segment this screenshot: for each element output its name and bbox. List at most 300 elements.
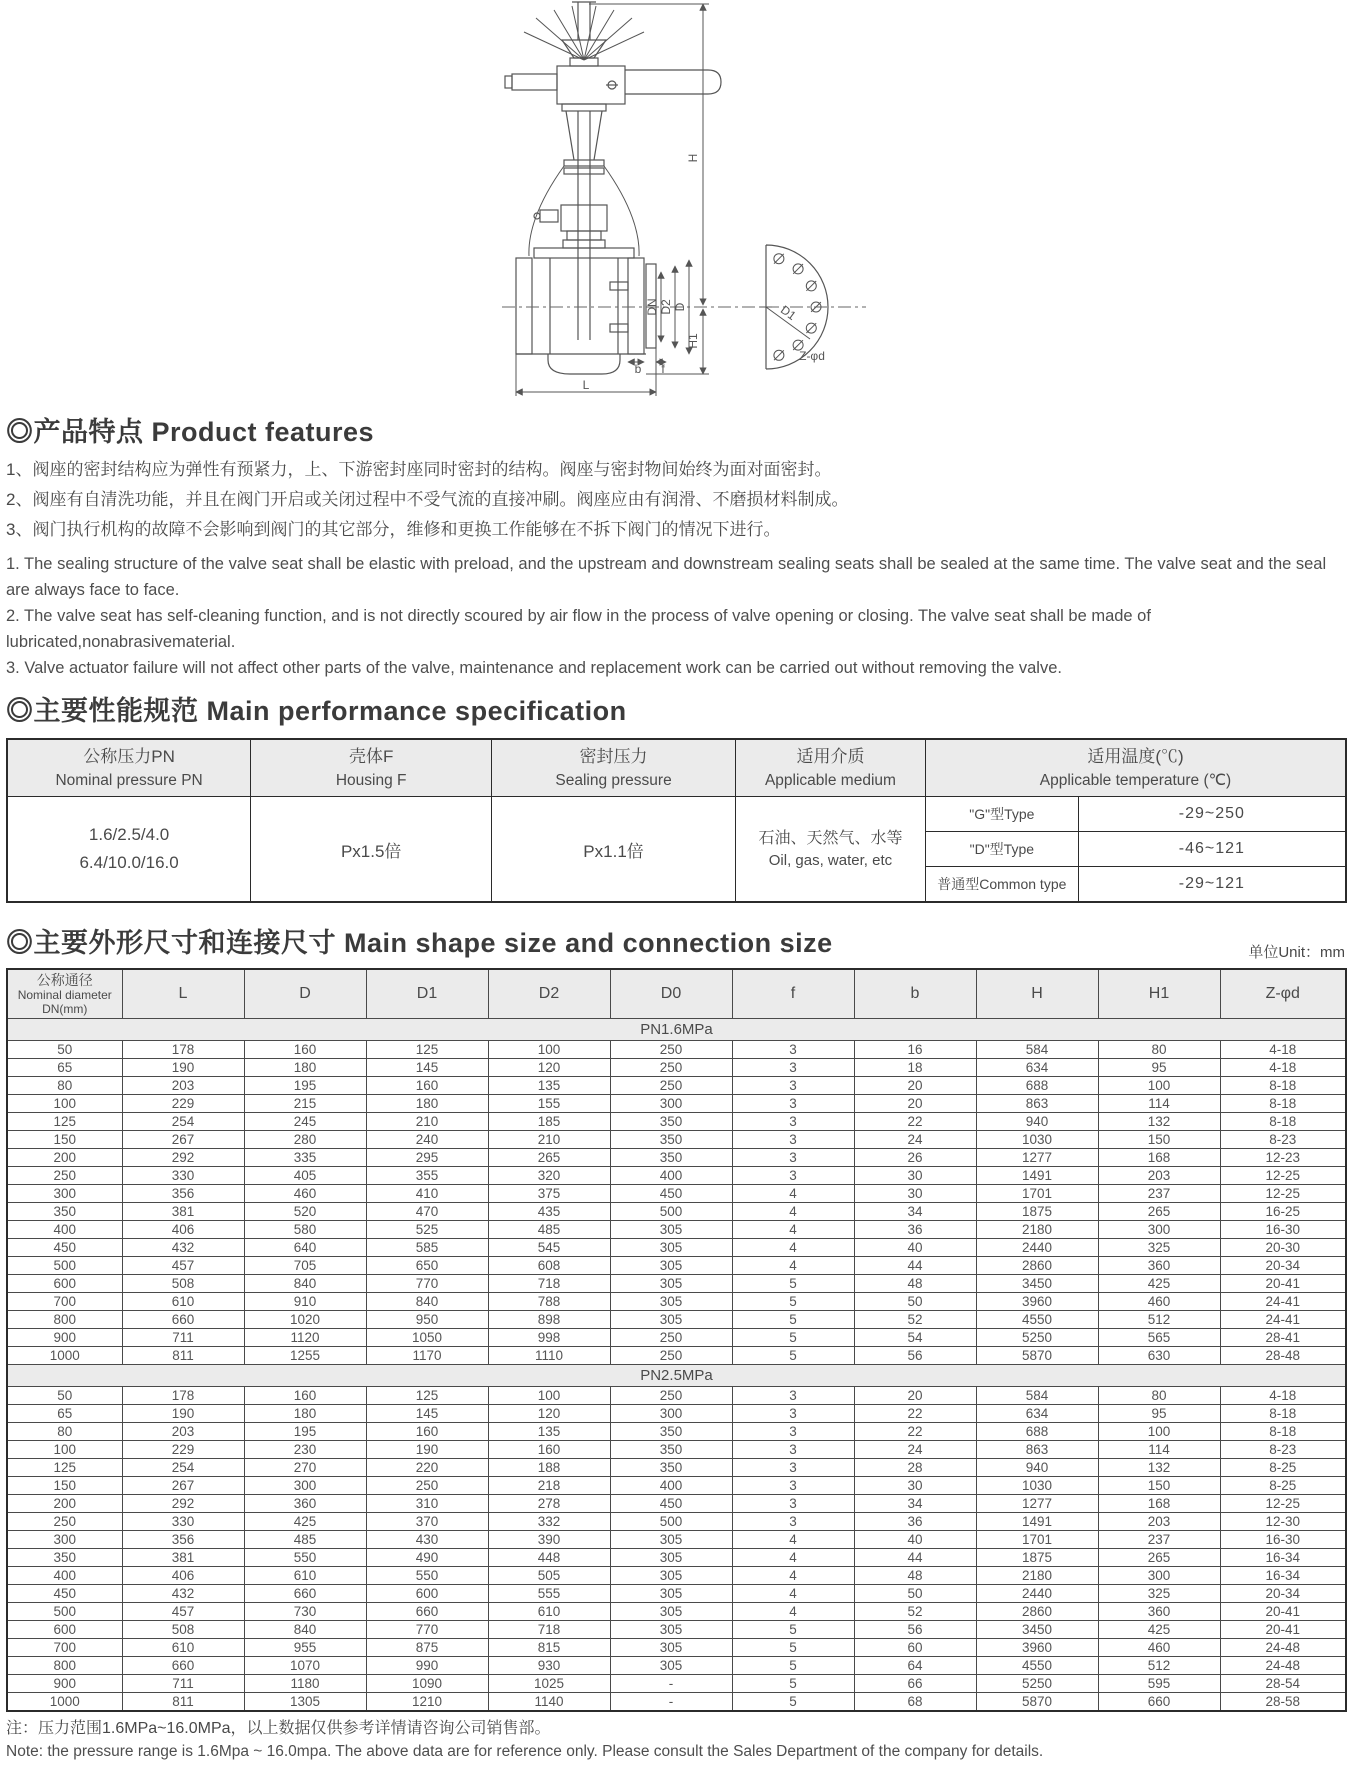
dim-cell: 28-41: [1220, 1329, 1346, 1347]
dim-cell: 188: [488, 1459, 610, 1477]
dim-cell: 160: [366, 1423, 488, 1441]
table-row: [7, 1459, 1346, 1477]
dim-cell: 305: [610, 1531, 732, 1549]
dim-cell: 114: [1098, 1441, 1220, 1459]
label-dn: DN: [645, 298, 659, 316]
dim-cell: 1120: [244, 1329, 366, 1347]
dim-cell: 3: [732, 1405, 854, 1423]
dim-cell: 8-23: [1220, 1441, 1346, 1459]
dim-cell: 178: [122, 1387, 244, 1405]
dim-cell: 120: [488, 1405, 610, 1423]
dim-cell: 4: [732, 1585, 854, 1603]
dim-column-header: Z-φd: [1220, 969, 1346, 1019]
dim-cell: 44: [854, 1549, 976, 1567]
dim-cell: 145: [366, 1059, 488, 1077]
dim-cell: 360: [244, 1495, 366, 1513]
dim-cell: 998: [488, 1329, 610, 1347]
dim-cell: 330: [122, 1167, 244, 1185]
dim-cell: 610: [244, 1567, 366, 1585]
feature-en-3: 3. Valve actuator failure will not affect other parts of the valve, maintenance and replacement work can be carried out without removing the valve.: [6, 659, 1062, 677]
dim-cell: 490: [366, 1549, 488, 1567]
dim-cell: 68: [854, 1693, 976, 1712]
dim-cell: 195: [244, 1423, 366, 1441]
dim-cell: 381: [122, 1549, 244, 1567]
dim-cell: 5: [732, 1675, 854, 1693]
dim-cell: 788: [488, 1293, 610, 1311]
dim-column-header: H1: [1098, 969, 1220, 1019]
table-row: [7, 1549, 1346, 1567]
dim-cell: 240: [366, 1131, 488, 1149]
dim-cell: 305: [610, 1657, 732, 1675]
dim-cell: 332: [488, 1513, 610, 1531]
dim-cell: 64: [854, 1657, 976, 1675]
dim-cell: 650: [366, 1257, 488, 1275]
dim-cell: 955: [244, 1639, 366, 1657]
dim-cell: 16-30: [1220, 1221, 1346, 1239]
dim-cell: 360: [1098, 1603, 1220, 1621]
dim-cell: 28: [854, 1459, 976, 1477]
sealing-value: Px1.1倍: [492, 797, 736, 903]
dim-cell: 580: [244, 1221, 366, 1239]
dim-cell: 132: [1098, 1459, 1220, 1477]
dim-cell: 80: [1098, 1041, 1220, 1059]
dim-cell: 5870: [976, 1693, 1098, 1712]
dimensions-table: [6, 968, 1347, 1712]
dim-cell: 80: [7, 1077, 122, 1095]
dim-cell: 3960: [976, 1639, 1098, 1657]
dim-cell: 1170: [366, 1347, 488, 1365]
dim-cell: 4-18: [1220, 1041, 1346, 1059]
dim-cell: 3: [732, 1149, 854, 1167]
table-row: [7, 1203, 1346, 1221]
dim-cell: 200: [7, 1149, 122, 1167]
dim-cell: 125: [7, 1459, 122, 1477]
dim-cell: 3: [732, 1441, 854, 1459]
dim-cell: 22: [854, 1423, 976, 1441]
dim-cell: 730: [244, 1603, 366, 1621]
dim-cell: 245: [244, 1113, 366, 1131]
dim-cell: 863: [976, 1095, 1098, 1113]
dim-cell: 600: [7, 1621, 122, 1639]
label-f: f: [661, 362, 665, 376]
dim-cell: 500: [610, 1203, 732, 1221]
dim-cell: 125: [366, 1387, 488, 1405]
valve-drawing-block: [6, 0, 1347, 402]
dim-cell: 500: [7, 1257, 122, 1275]
label-l: L: [582, 378, 590, 392]
dim-cell: 688: [976, 1423, 1098, 1441]
dim-cell: 20-41: [1220, 1603, 1346, 1621]
dim-cell: 350: [610, 1149, 732, 1167]
dim-cell: 3: [732, 1077, 854, 1095]
dim-cell: 230: [244, 1441, 366, 1459]
dim-cell: 4550: [976, 1311, 1098, 1329]
dim-cell: 400: [7, 1221, 122, 1239]
dim-cell: 610: [122, 1639, 244, 1657]
dim-cell: 155: [488, 1095, 610, 1113]
dim-cell: 135: [488, 1077, 610, 1095]
dim-cell: 660: [1098, 1693, 1220, 1712]
dim-cell: 4: [732, 1567, 854, 1585]
dim-cell: 16-30: [1220, 1531, 1346, 1549]
dim-cell: 16-34: [1220, 1567, 1346, 1585]
dim-cell: 448: [488, 1549, 610, 1567]
dim-cell: 3450: [976, 1621, 1098, 1639]
dim-cell: 24-48: [1220, 1639, 1346, 1657]
perf-row-1: [7, 797, 1346, 832]
perf-col-housing: 壳体F Housing F: [251, 739, 492, 797]
feature-cn-2: 2、阀座有自清洗功能，并且在阀门开启或关闭过程中不受气流的直接冲刷。阀座应由有润滑、不磨损材料制成。: [6, 490, 849, 509]
dim-cell: 180: [244, 1405, 366, 1423]
dimensions-section: [6, 913, 1347, 1763]
performance-title: ◎主要性能规范 Main performance specification: [6, 696, 627, 726]
dim-cell: 800: [7, 1657, 122, 1675]
dim-cell: 381: [122, 1203, 244, 1221]
dim-cell: 840: [244, 1275, 366, 1293]
dim-cell: 3: [732, 1423, 854, 1441]
dim-cell: 203: [1098, 1513, 1220, 1531]
dim-cell: 125: [366, 1041, 488, 1059]
dim-cell: 265: [1098, 1203, 1220, 1221]
dim-cell: 1020: [244, 1311, 366, 1329]
dim-cell: 95: [1098, 1059, 1220, 1077]
dim-cell: 34: [854, 1495, 976, 1513]
dim-cell: 356: [122, 1185, 244, 1203]
dim-cell: 250: [7, 1167, 122, 1185]
dim-cell: 22: [854, 1405, 976, 1423]
dim-cell: 36: [854, 1221, 976, 1239]
dim-cell: 250: [610, 1059, 732, 1077]
dim-cell: 4: [732, 1221, 854, 1239]
dim-cell: 1277: [976, 1149, 1098, 1167]
dim-cell: 584: [976, 1387, 1098, 1405]
dim-cell: 1025: [488, 1675, 610, 1693]
dim-cell: 48: [854, 1275, 976, 1293]
dim-cell: 4: [732, 1203, 854, 1221]
table-row: [7, 1567, 1346, 1585]
dim-cell: 610: [488, 1603, 610, 1621]
label-h1: H1: [686, 333, 700, 349]
dim-cell: 250: [610, 1347, 732, 1365]
dim-cell: 1070: [244, 1657, 366, 1675]
dim-cell: 150: [1098, 1477, 1220, 1495]
dim-cell: 48: [854, 1567, 976, 1585]
table-row: [7, 1293, 1346, 1311]
table-row: [7, 1675, 1346, 1693]
dim-cell: 1180: [244, 1675, 366, 1693]
dim-cell: 1875: [976, 1203, 1098, 1221]
dim-cell: 360: [1098, 1257, 1220, 1275]
dim-cell: 370: [366, 1513, 488, 1531]
dim-cell: 34: [854, 1203, 976, 1221]
dim-cell: 150: [7, 1131, 122, 1149]
dim-cell: 8-23: [1220, 1131, 1346, 1149]
dim-cell: 450: [7, 1239, 122, 1257]
dim-cell: 168: [1098, 1149, 1220, 1167]
dim-cell: 600: [366, 1585, 488, 1603]
note-cn: 注：压力范围1.6MPa~16.0MPa，以上数据仅供参考详情请咨询公司销售部。: [6, 1720, 551, 1737]
feature-en-2: 2. The valve seat has self-cleaning function, and is not directly scoured by air flow in the process of valve opening or closing. The valve seat shall be made of lubricated,nonabrasivematerial.: [6, 607, 1151, 651]
dim-cell: 634: [976, 1405, 1098, 1423]
dim-cell: 310: [366, 1495, 488, 1513]
dim-cell: 60: [854, 1639, 976, 1657]
dim-cell: 630: [1098, 1347, 1220, 1365]
dim-cell: 660: [122, 1657, 244, 1675]
dim-cell: 120: [488, 1059, 610, 1077]
dim-cell: 910: [244, 1293, 366, 1311]
dim-cell: 4-18: [1220, 1387, 1346, 1405]
dim-cell: 250: [610, 1329, 732, 1347]
dim-cell: 3: [732, 1495, 854, 1513]
dim-cell: 425: [244, 1513, 366, 1531]
dim-cell: 203: [122, 1077, 244, 1095]
dim-cell: 5870: [976, 1347, 1098, 1365]
dim-cell: 3: [732, 1113, 854, 1131]
label-d2: D2: [659, 299, 673, 315]
performance-section: [6, 689, 1347, 903]
dim-cell: 40: [854, 1531, 976, 1549]
dim-cell: 20-34: [1220, 1257, 1346, 1275]
dim-cell: 237: [1098, 1185, 1220, 1203]
dim-cell: 1090: [366, 1675, 488, 1693]
dim-cell: 305: [610, 1257, 732, 1275]
table-row: [7, 1041, 1346, 1059]
table-row: [7, 1441, 1346, 1459]
dim-cell: 200: [7, 1495, 122, 1513]
dim-cell: 3960: [976, 1293, 1098, 1311]
dim-cell: 584: [976, 1041, 1098, 1059]
dim-cell: 705: [244, 1257, 366, 1275]
table-row: [7, 1221, 1346, 1239]
label-d1: D1: [778, 302, 799, 323]
table-row: [7, 1477, 1346, 1495]
dim-cell: 508: [122, 1275, 244, 1293]
dim-cell: 4: [732, 1531, 854, 1549]
dim-column-header: D0: [610, 969, 732, 1019]
dim-cell: 229: [122, 1095, 244, 1113]
dim-cell: 898: [488, 1311, 610, 1329]
dim-column-header: D: [244, 969, 366, 1019]
dim-cell: 5: [732, 1621, 854, 1639]
dim-cell: 350: [610, 1423, 732, 1441]
dim-cell: 168: [1098, 1495, 1220, 1513]
dim-cell: 863: [976, 1441, 1098, 1459]
perf-col-sealing: 密封压力 Sealing pressure: [492, 739, 736, 797]
dim-cell: 350: [610, 1113, 732, 1131]
dim-cell: 114: [1098, 1095, 1220, 1113]
feature-cn-1: 1、阀座的密封结构应为弹性有预紧力，上、下游密封座同时密封的结构。阀座与密封物间始终为面对面密封。: [6, 460, 832, 479]
dim-cell: 940: [976, 1113, 1098, 1131]
features-title: ◎产品特点 Product features: [6, 417, 375, 447]
dim-cell: 50: [7, 1387, 122, 1405]
temp-range-g: -29~250: [1078, 797, 1346, 832]
dim-cell: 432: [122, 1585, 244, 1603]
table-row: [7, 1495, 1346, 1513]
dim-cell: 8-18: [1220, 1423, 1346, 1441]
features-section: [6, 410, 1347, 681]
dim-cell: 305: [610, 1621, 732, 1639]
table-row: [7, 1257, 1346, 1275]
dim-cell: 1030: [976, 1477, 1098, 1495]
dim-cell: 20-34: [1220, 1585, 1346, 1603]
dim-cell: 210: [366, 1113, 488, 1131]
dim-cell: 815: [488, 1639, 610, 1657]
dim-cell: 145: [366, 1405, 488, 1423]
valve-technical-drawing: [414, 0, 874, 400]
dim-column-header-dn: 公称通径 Nominal diameter DN(mm): [7, 969, 122, 1019]
dim-cell: 278: [488, 1495, 610, 1513]
dim-cell: 36: [854, 1513, 976, 1531]
dim-cell: 178: [122, 1041, 244, 1059]
dim-cell: 457: [122, 1257, 244, 1275]
table-row: [7, 1095, 1346, 1113]
dim-cell: 512: [1098, 1657, 1220, 1675]
dim-cell: 3: [732, 1041, 854, 1059]
dim-cell: 160: [366, 1077, 488, 1095]
dim-cell: 26: [854, 1149, 976, 1167]
table-row: [7, 1603, 1346, 1621]
temp-type-common: 普通型Common type: [926, 867, 1079, 903]
dim-cell: 66: [854, 1675, 976, 1693]
table-row: [7, 1423, 1346, 1441]
dim-cell: 718: [488, 1621, 610, 1639]
dim-cell: 30: [854, 1185, 976, 1203]
dim-cell: 265: [488, 1149, 610, 1167]
dim-cell: 203: [122, 1423, 244, 1441]
dim-cell: 180: [244, 1059, 366, 1077]
dim-cell: 350: [610, 1441, 732, 1459]
dim-cell: 450: [610, 1185, 732, 1203]
dim-cell: 80: [7, 1423, 122, 1441]
dim-cell: 65: [7, 1405, 122, 1423]
dim-cell: 460: [1098, 1293, 1220, 1311]
dim-cell: 512: [1098, 1311, 1220, 1329]
dim-column-header: D1: [366, 969, 488, 1019]
dim-cell: 450: [7, 1585, 122, 1603]
dim-cell: 4: [732, 1185, 854, 1203]
dim-cell: 425: [1098, 1621, 1220, 1639]
dim-cell: 610: [122, 1293, 244, 1311]
dim-cell: 270: [244, 1459, 366, 1477]
pn-section-row: [7, 1019, 1346, 1041]
dim-cell: 1875: [976, 1549, 1098, 1567]
table-row: [7, 1639, 1346, 1657]
dim-cell: 660: [122, 1311, 244, 1329]
dim-cell: 405: [244, 1167, 366, 1185]
dim-cell: 940: [976, 1459, 1098, 1477]
dim-cell: 800: [7, 1311, 122, 1329]
dim-cell: 5: [732, 1347, 854, 1365]
dim-cell: 1277: [976, 1495, 1098, 1513]
temp-type-d: "D"型Type: [926, 832, 1079, 867]
dim-cell: 265: [1098, 1549, 1220, 1567]
dim-cell: 2860: [976, 1257, 1098, 1275]
dim-cell: 220: [366, 1459, 488, 1477]
dim-cell: 555: [488, 1585, 610, 1603]
dim-cell: 18: [854, 1059, 976, 1077]
dim-cell: 5: [732, 1693, 854, 1712]
dim-cell: 20: [854, 1387, 976, 1405]
dim-cell: 700: [7, 1293, 122, 1311]
dim-cell: 3: [732, 1167, 854, 1185]
table-row: [7, 1077, 1346, 1095]
dim-cell: 640: [244, 1239, 366, 1257]
dim-cell: 267: [122, 1131, 244, 1149]
table-row: [7, 1513, 1346, 1531]
dim-cell: 300: [1098, 1221, 1220, 1239]
dim-cell: 30: [854, 1167, 976, 1185]
dim-column-header: L: [122, 969, 244, 1019]
dim-cell: 3: [732, 1095, 854, 1113]
dim-cell: 22: [854, 1113, 976, 1131]
dim-cell: 4: [732, 1603, 854, 1621]
dim-cell: 295: [366, 1149, 488, 1167]
dim-cell: 305: [610, 1567, 732, 1585]
dim-cell: 350: [610, 1131, 732, 1149]
dim-cell: 150: [7, 1477, 122, 1495]
dim-cell: 600: [7, 1275, 122, 1293]
dim-cell: 305: [610, 1221, 732, 1239]
dim-cell: 718: [488, 1275, 610, 1293]
dim-cell: -: [610, 1693, 732, 1712]
dim-cell: 840: [244, 1621, 366, 1639]
dim-cell: 406: [122, 1221, 244, 1239]
dim-cell: 460: [1098, 1639, 1220, 1657]
dim-cell: 28-58: [1220, 1693, 1346, 1712]
dim-cell: 950: [366, 1311, 488, 1329]
dim-cell: 250: [610, 1077, 732, 1095]
dim-cell: 125: [7, 1113, 122, 1131]
dim-cell: 292: [122, 1149, 244, 1167]
dim-cell: 20-30: [1220, 1239, 1346, 1257]
feature-en-1: 1. The sealing structure of the valve seat shall be elastic with preload, and the upstream and downstream sealing seats shall be sealed at the same time. The valve seat and the seal are always face to face.: [6, 555, 1327, 599]
dim-cell: 2440: [976, 1239, 1098, 1257]
table-row: [7, 1347, 1346, 1365]
dim-cell: 305: [610, 1239, 732, 1257]
dim-cell: 160: [488, 1441, 610, 1459]
dim-cell: 3: [732, 1059, 854, 1077]
dim-cell: 3450: [976, 1275, 1098, 1293]
dim-cell: 1491: [976, 1513, 1098, 1531]
dim-cell: 688: [976, 1077, 1098, 1095]
dim-cell: 24-48: [1220, 1657, 1346, 1675]
dim-cell: 5: [732, 1329, 854, 1347]
dim-cell: 811: [122, 1693, 244, 1712]
dim-cell: 400: [610, 1167, 732, 1185]
dim-cell: 608: [488, 1257, 610, 1275]
table-row: [7, 1657, 1346, 1675]
dim-cell: 3: [732, 1131, 854, 1149]
dim-cell: 215: [244, 1095, 366, 1113]
dim-cell: 425: [1098, 1275, 1220, 1293]
dim-cell: 280: [244, 1131, 366, 1149]
dim-cell: 100: [1098, 1077, 1220, 1095]
dim-cell: 355: [366, 1167, 488, 1185]
dim-cell: 565: [1098, 1329, 1220, 1347]
dim-cell: 350: [7, 1203, 122, 1221]
dim-cell: 5: [732, 1657, 854, 1675]
dim-cell: 485: [488, 1221, 610, 1239]
feature-cn-3: 3、阀门执行机构的故障不会影响到阀门的其它部分，维修和更换工作能够在不拆下阀门的情况下进行。: [6, 520, 781, 539]
table-row: [7, 1239, 1346, 1257]
dim-cell: 250: [366, 1477, 488, 1495]
dim-cell: 660: [244, 1585, 366, 1603]
table-row: [7, 1113, 1346, 1131]
dim-cell: 990: [366, 1657, 488, 1675]
dim-cell: 1000: [7, 1693, 122, 1712]
dim-cell: 500: [610, 1513, 732, 1531]
dim-cell: 840: [366, 1293, 488, 1311]
